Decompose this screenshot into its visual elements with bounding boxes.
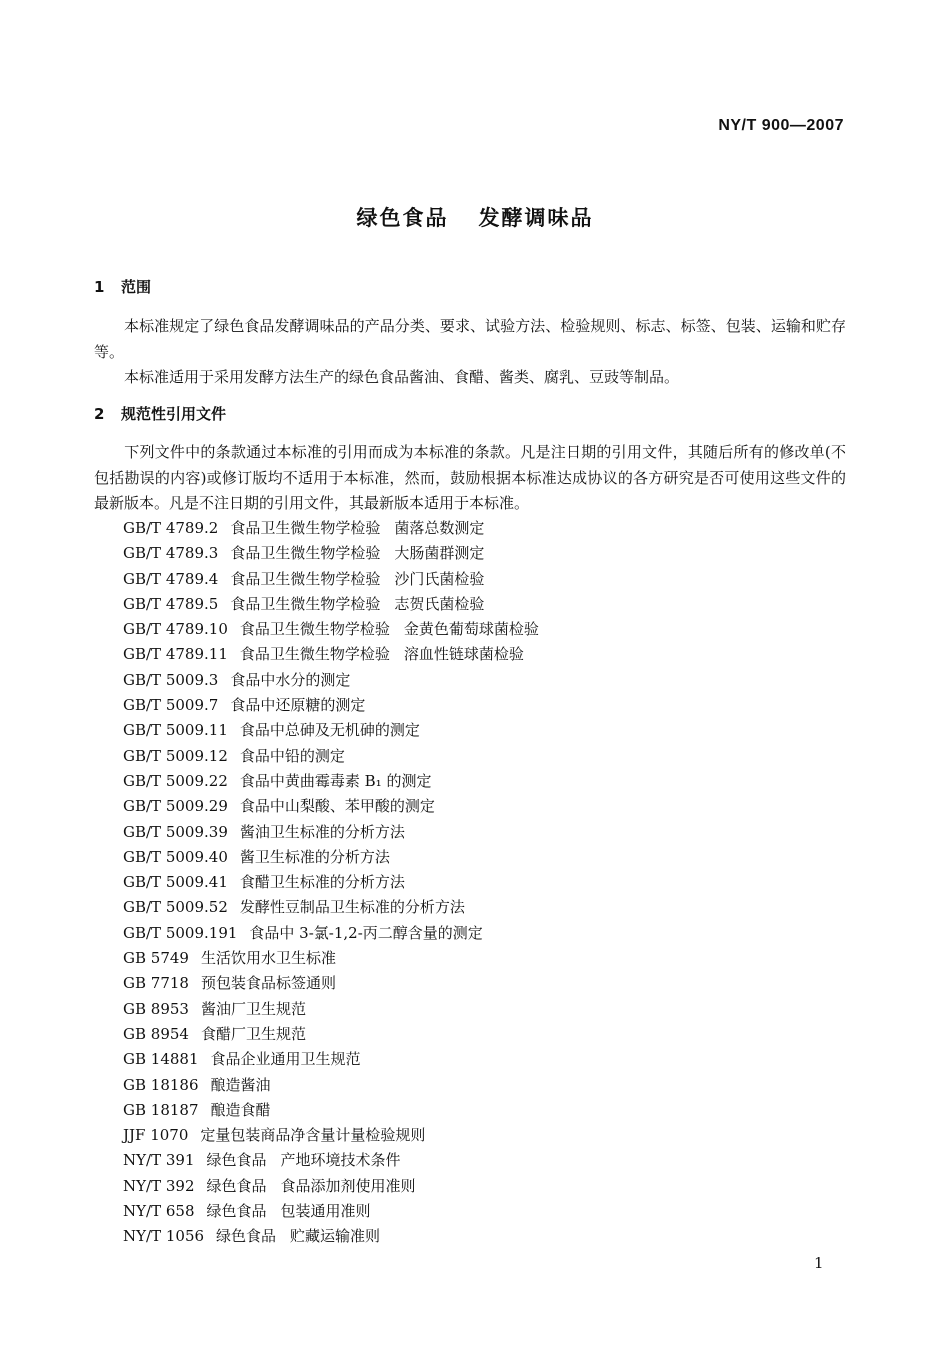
reference-title: 发酵性豆制品卫生标准的分析方法 xyxy=(239,898,465,917)
reference-code: GB/T 4789.4 xyxy=(123,569,219,588)
section-2-paragraph-1-text: 下列文件中的条款通过本标准的引用而成为本标准的条款。凡是注日期的引用文件，其随后所有的修改单(不包括勘误的内容)或修订版均不适用于本标准，然而，鼓励根据本标准达成协议的各方研究是否可使用这些文件的最新版本。凡是不注日期的引用文件，其最新版本适用于本标准。 xyxy=(94,443,846,512)
reference-code: GB/T 5009.22 xyxy=(123,771,228,790)
reference-item xyxy=(123,971,539,996)
reference-subtitle: 贮藏运输准则 xyxy=(290,1227,381,1246)
reference-title: 食品卫生微生物学检验 xyxy=(239,645,390,664)
reference-code: NY/T 392 xyxy=(123,1176,195,1195)
title-part-2: 发酵调味品 xyxy=(478,206,594,230)
reference-item xyxy=(123,617,539,642)
reference-title: 食品中还原糖的测定 xyxy=(230,696,366,715)
reference-item xyxy=(123,1148,539,1173)
reference-title: 食品中 3-氯-1,2-丙二醇含量的测定 xyxy=(249,923,483,942)
section-1-paragraph-2-text: 本标准适用于采用发酵方法生产的绿色食品酱油、食醋、酱类、腐乳、豆豉等制品。 xyxy=(124,368,680,386)
reference-code: GB 8954 xyxy=(123,1024,189,1043)
reference-item xyxy=(123,794,539,819)
reference-item xyxy=(123,1047,539,1072)
reference-item xyxy=(123,946,539,971)
reference-item xyxy=(123,845,539,870)
reference-title: 预包装食品标签通则 xyxy=(200,974,336,993)
reference-item xyxy=(123,1098,539,1123)
reference-item xyxy=(123,1073,539,1098)
reference-item xyxy=(123,541,539,566)
reference-title: 食品中山梨酸、苯甲酸的测定 xyxy=(239,797,435,816)
reference-title: 酿造食醋 xyxy=(210,1100,271,1119)
reference-item xyxy=(123,668,539,693)
reference-item xyxy=(123,567,539,592)
reference-code: GB 8953 xyxy=(123,999,189,1018)
reference-title: 食醋厂卫生规范 xyxy=(200,1024,306,1043)
title-part-1: 绿色食品 xyxy=(356,206,449,230)
reference-item xyxy=(123,744,539,769)
document-title xyxy=(0,202,950,232)
reference-title: 食品卫生微生物学检验 xyxy=(230,544,381,563)
reference-item xyxy=(123,769,539,794)
reference-item xyxy=(123,1199,539,1224)
reference-title: 酱油卫生标准的分析方法 xyxy=(239,822,405,841)
reference-code: GB/T 5009.29 xyxy=(123,797,228,816)
reference-subtitle: 溶血性链球菌检验 xyxy=(403,645,524,664)
reference-list xyxy=(123,516,539,1250)
reference-code: GB/T 5009.7 xyxy=(123,696,219,715)
reference-item xyxy=(123,1022,539,1047)
reference-subtitle: 大肠菌群测定 xyxy=(394,544,485,563)
reference-item xyxy=(123,921,539,946)
reference-subtitle: 志贺氏菌检验 xyxy=(394,594,485,613)
reference-title: 食品中总砷及无机砷的测定 xyxy=(239,721,420,740)
reference-code: GB/T 4789.3 xyxy=(123,544,219,563)
reference-title: 食品卫生微生物学检验 xyxy=(230,594,381,613)
reference-code: GB/T 4789.10 xyxy=(123,620,228,639)
reference-code: GB 5749 xyxy=(123,949,189,968)
reference-item xyxy=(123,1174,539,1199)
reference-item xyxy=(123,1123,539,1148)
section-1-paragraph-1 xyxy=(94,314,846,365)
reference-item xyxy=(123,870,539,895)
reference-item xyxy=(123,1224,539,1249)
reference-subtitle: 沙门氏菌检验 xyxy=(394,569,485,588)
reference-item xyxy=(123,693,539,718)
reference-code: GB/T 5009.11 xyxy=(123,721,228,740)
reference-subtitle: 产地环境技术条件 xyxy=(280,1151,401,1170)
reference-title: 绿色食品 xyxy=(206,1202,267,1221)
reference-code: GB/T 4789.11 xyxy=(123,645,228,664)
reference-item xyxy=(123,820,539,845)
reference-title: 食品企业通用卫生规范 xyxy=(210,1050,361,1069)
reference-code: GB 7718 xyxy=(123,974,189,993)
section-1-paragraph-1-text: 本标准规定了绿色食品发酵调味品的产品分类、要求、试验方法、检验规则、标志、标签、包装、运输和贮存等。 xyxy=(94,317,846,361)
reference-code: GB/T 5009.39 xyxy=(123,822,228,841)
reference-code: NY/T 391 xyxy=(123,1151,195,1170)
section-2-number: 2 xyxy=(94,405,105,423)
reference-code: GB 18187 xyxy=(123,1100,199,1119)
reference-code: NY/T 1056 xyxy=(123,1227,205,1246)
page-number: 1 xyxy=(814,1254,824,1272)
reference-code: GB/T 4789.2 xyxy=(123,519,219,537)
reference-code: GB/T 5009.40 xyxy=(123,847,228,866)
reference-item xyxy=(123,718,539,743)
reference-item xyxy=(123,642,539,667)
reference-code: GB/T 5009.52 xyxy=(123,898,228,917)
section-1-paragraph-2 xyxy=(94,365,846,391)
reference-title: 食品卫生微生物学检验 xyxy=(239,620,390,639)
section-1-number: 1 xyxy=(94,278,105,296)
reference-code: GB/T 5009.41 xyxy=(123,873,228,892)
reference-code: GB 14881 xyxy=(123,1050,199,1069)
reference-title: 酿造酱油 xyxy=(210,1075,271,1094)
reference-title: 食醋卫生标准的分析方法 xyxy=(239,873,405,892)
reference-title: 食品中水分的测定 xyxy=(230,670,351,689)
reference-title: 绿色食品 xyxy=(216,1227,277,1246)
reference-item xyxy=(123,516,539,541)
reference-subtitle: 金黄色葡萄球菌检验 xyxy=(403,620,539,639)
standard-code: NY/T 900—2007 xyxy=(718,117,844,134)
reference-code: GB/T 5009.3 xyxy=(123,670,219,689)
reference-title: 食品卫生微生物学检验 xyxy=(230,569,381,588)
reference-title: 生活饮用水卫生标准 xyxy=(200,949,336,968)
section-2-heading xyxy=(94,403,226,424)
reference-subtitle: 食品添加剂使用准则 xyxy=(280,1176,416,1195)
section-1-heading xyxy=(94,276,151,297)
reference-title: 酱卫生标准的分析方法 xyxy=(239,847,390,866)
reference-code: GB/T 5009.12 xyxy=(123,746,228,765)
reference-title: 绿色食品 xyxy=(206,1176,267,1195)
reference-subtitle: 包装通用准则 xyxy=(280,1202,371,1221)
reference-code: GB/T 5009.191 xyxy=(123,923,238,942)
section-1-title: 范围 xyxy=(121,278,152,296)
reference-title: 食品卫生微生物学检验 xyxy=(230,519,381,537)
reference-item xyxy=(123,592,539,617)
reference-code: GB 18186 xyxy=(123,1075,199,1094)
reference-item xyxy=(123,895,539,920)
section-2-paragraph-1 xyxy=(94,440,846,517)
section-2-title: 规范性引用文件 xyxy=(121,405,227,423)
reference-title: 绿色食品 xyxy=(206,1151,267,1170)
reference-code: NY/T 658 xyxy=(123,1202,195,1221)
reference-title: 食品中黄曲霉毒素 B₁ 的测定 xyxy=(239,771,432,790)
reference-code: GB/T 4789.5 xyxy=(123,594,219,613)
reference-title: 酱油厂卫生规范 xyxy=(200,999,306,1018)
reference-title: 定量包装商品净含量计量检验规则 xyxy=(200,1126,426,1145)
reference-item xyxy=(123,997,539,1022)
reference-title: 食品中铅的测定 xyxy=(239,746,345,765)
reference-code: JJF 1070 xyxy=(123,1126,189,1145)
reference-subtitle: 菌落总数测定 xyxy=(394,519,485,537)
